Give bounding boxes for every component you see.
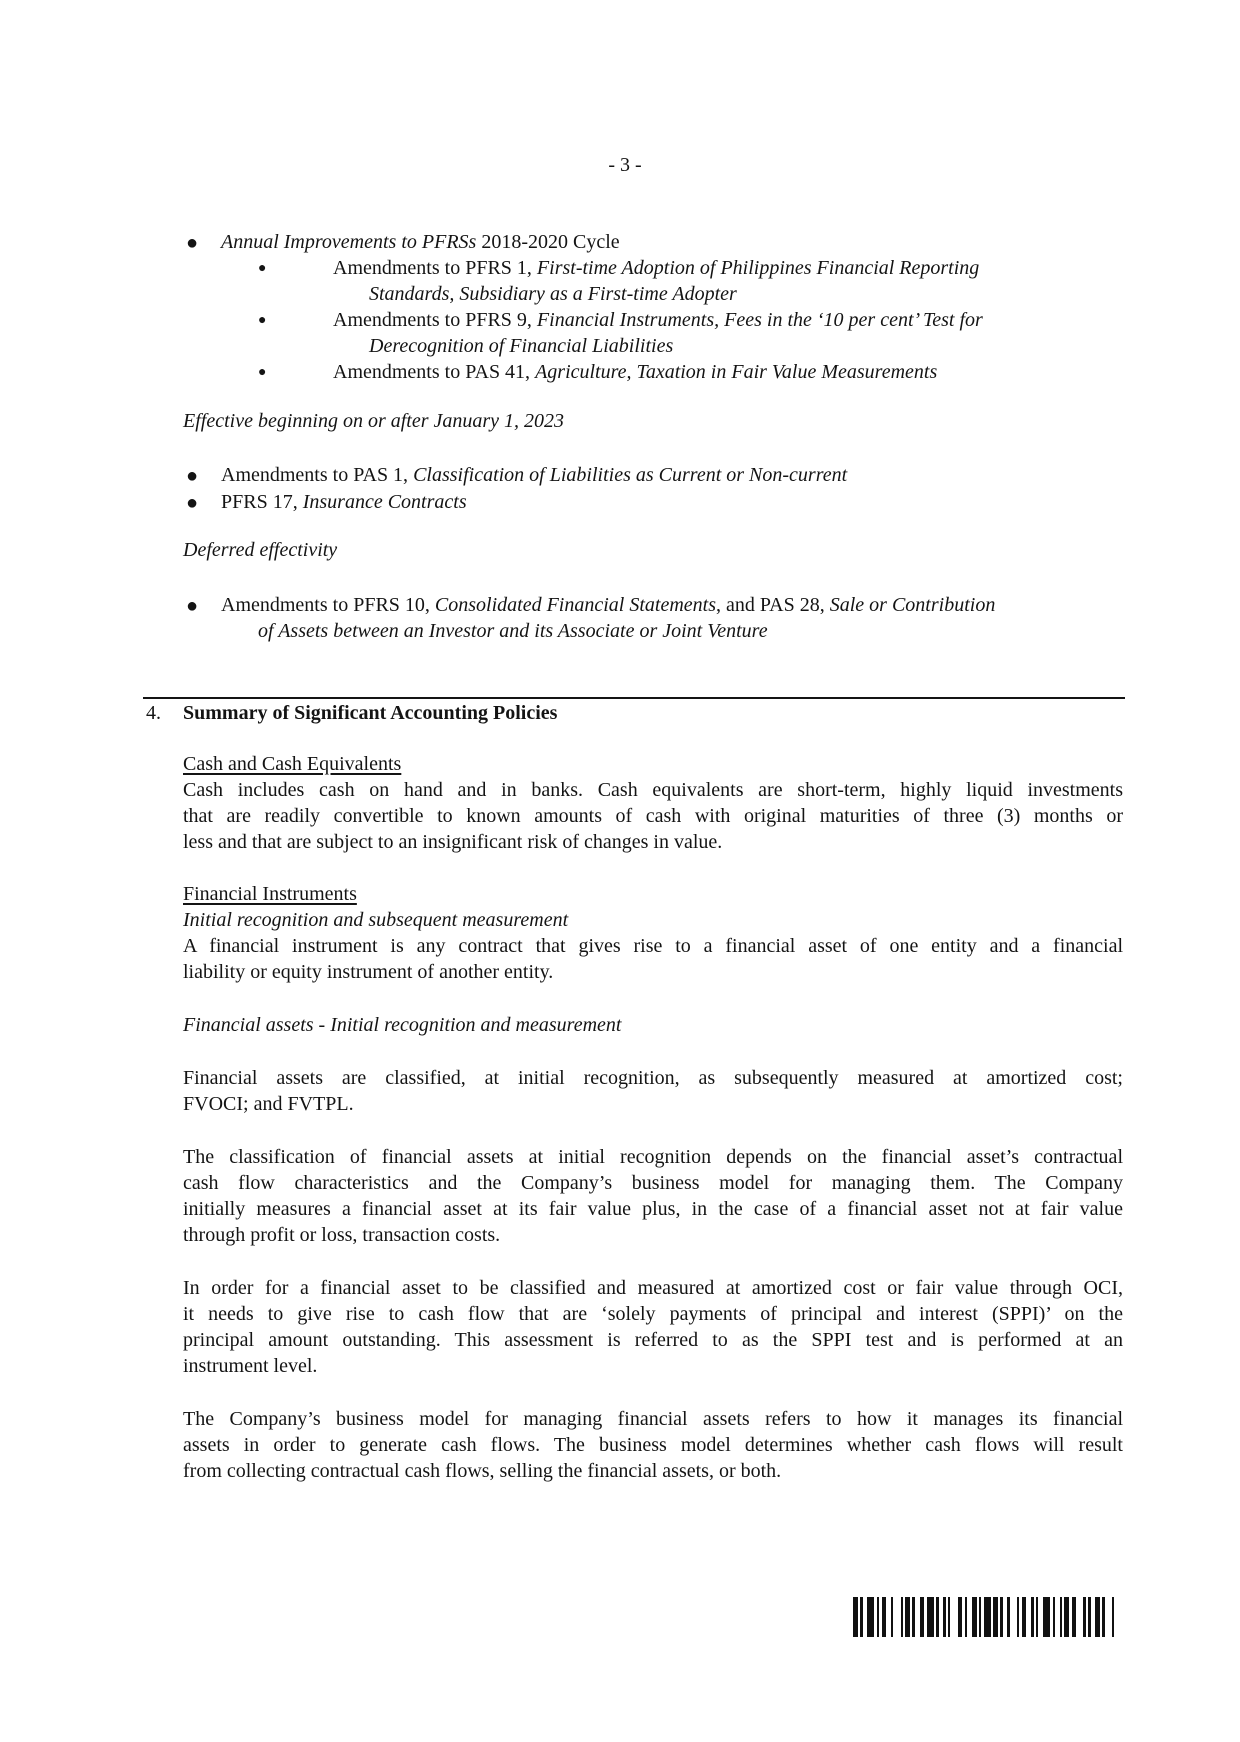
- financial-p3-line-3: initially measures a financial asset at its fair value plus, in the case of a financial asset not at fair value: [183, 1198, 1123, 1220]
- barcode-stripe: [867, 1597, 874, 1637]
- section-title: Summary of Significant Accounting Policies: [183, 702, 558, 724]
- section-divider: [143, 697, 1125, 699]
- financial-p5-line-1: The Company’s business model for managing financial assets refers to how it manages its financial: [183, 1408, 1123, 1430]
- cash-heading: Cash and Cash Equivalents: [183, 753, 402, 775]
- barcode-stripe: [950, 1597, 957, 1637]
- bullet: ●: [258, 365, 267, 380]
- financial-p2-line-2: FVOCI; and FVTPL.: [183, 1093, 354, 1115]
- financial-p4-line-3: principal amount outstanding. This assessment is referred to as the SPPI test and is performed at an: [183, 1329, 1123, 1351]
- barcode-stripe: [1105, 1597, 1112, 1637]
- financial-p3-line-4: through profit or loss, transaction costs.: [183, 1224, 501, 1246]
- bullet: ●: [186, 595, 199, 617]
- cash-line-3: less and that are subject to an insignificant risk of changes in value.: [183, 831, 723, 853]
- barcode-stripe: [1114, 1597, 1119, 1637]
- deferred-item-cont: of Assets between an Investor and its Associate or Joint Venture: [258, 620, 768, 642]
- barcode-stripe: [1010, 1597, 1017, 1637]
- annual-item-3: Amendments to PAS 41, Agriculture, Taxation in Fair Value Measurements: [333, 361, 938, 383]
- bullet: ●: [186, 492, 199, 514]
- cash-line-2: that are readily convertible to known amounts of cash with original maturities of three (3) months or: [183, 805, 1123, 827]
- effective-item-1: Amendments to PAS 1, Classification of Liabilities as Current or Non-current: [221, 464, 848, 486]
- annual-improvements-heading: Annual Improvements to PFRSs 2018-2020 Cycle: [221, 231, 620, 253]
- annual-item-2-cont: Derecognition of Financial Liabilities: [369, 335, 674, 357]
- financial-p4-line-2: it needs to give rise to cash flow that are ‘solely payments of principal and interest (SPPI)’ on the: [183, 1303, 1123, 1325]
- bullet: ●: [258, 261, 267, 276]
- effective-2023-heading: Effective beginning on or after January 1, 2023: [183, 410, 565, 432]
- financial-subheading: Initial recognition and subsequent measurement: [183, 909, 569, 931]
- financial-assets-heading: Financial assets - Initial recognition and measurement: [183, 1014, 622, 1036]
- bullet: ●: [258, 313, 267, 328]
- section-number: 4.: [146, 702, 161, 724]
- barcode-stripe: [984, 1597, 991, 1637]
- financial-p3-line-1: The classification of financial assets at initial recognition depends on the financial asset’s contractual: [183, 1146, 1123, 1168]
- annual-item-1: Amendments to PFRS 1, First-time Adoption of Philippines Financial Reporting: [333, 257, 980, 279]
- effective-item-2: PFRS 17, Insurance Contracts: [221, 491, 467, 513]
- financial-p5-line-2: assets in order to generate cash flows. The business model determines whether cash flows will result: [183, 1434, 1123, 1456]
- financial-p5-line-3: from collecting contractual cash flows, selling the financial assets, or both.: [183, 1460, 782, 1482]
- bullet: ●: [186, 465, 199, 487]
- cash-line-1: Cash includes cash on hand and in banks. Cash equivalents are short-term, highly liquid investments: [183, 779, 1123, 801]
- barcode: [853, 1597, 1119, 1637]
- bullet: ●: [186, 232, 199, 254]
- financial-p4-line-4: instrument level.: [183, 1355, 318, 1377]
- financial-p3-line-2: cash flow characteristics and the Company’s business model for managing them. The Company: [183, 1172, 1123, 1194]
- financial-p1-line-2: liability or equity instrument of another entity.: [183, 961, 554, 983]
- financial-p2-line-1: Financial assets are classified, at initial recognition, as subsequently measured at amortized cost;: [183, 1067, 1123, 1089]
- financial-p1-line-1: A financial instrument is any contract that gives rise to a financial asset of one entity and a financial: [183, 935, 1123, 957]
- page-number: - 3 -: [608, 154, 642, 176]
- annual-item-2: Amendments to PFRS 9, Financial Instruments, Fees in the ‘10 per cent’ Test for: [333, 309, 983, 331]
- deferred-heading: Deferred effectivity: [183, 539, 338, 561]
- financial-p4-line-1: In order for a financial asset to be classified and measured at amortized cost or fair value through OCI,: [183, 1277, 1123, 1299]
- barcode-stripe: [893, 1597, 900, 1637]
- barcode-stripe: [927, 1597, 934, 1637]
- barcode-stripe: [1076, 1597, 1083, 1637]
- financial-heading: Financial Instruments: [183, 883, 357, 905]
- deferred-item: Amendments to PFRS 10, Consolidated Financial Statements, and PAS 28, Sale or Contribution: [221, 594, 996, 616]
- annual-item-1-cont: Standards, Subsidiary as a First-time Adopter: [369, 283, 737, 305]
- barcode-stripe: [1043, 1597, 1050, 1637]
